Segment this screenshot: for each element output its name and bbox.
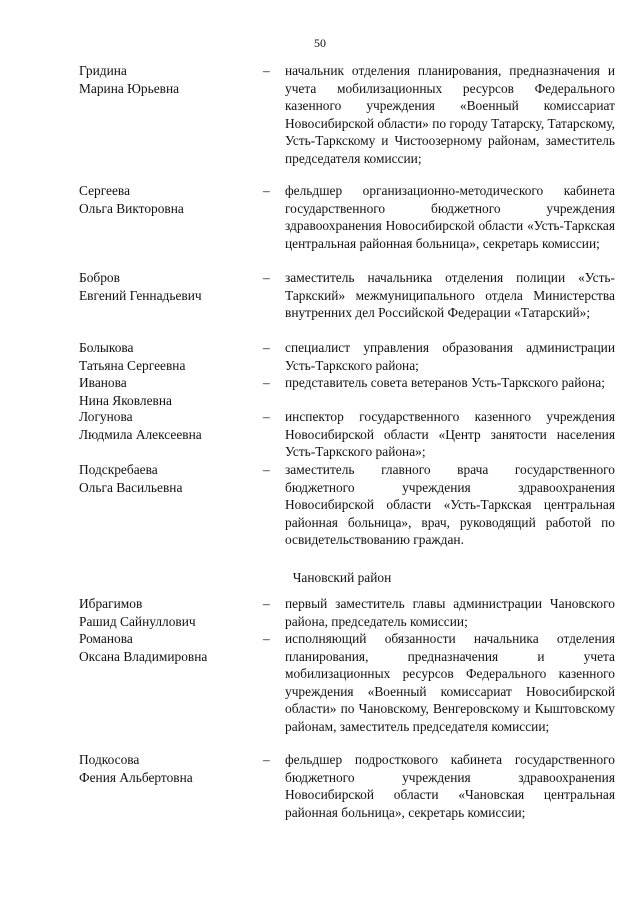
member-given-names: Фения Альбертовна [79,769,193,785]
separator-dash: – [263,340,270,355]
member-name [79,461,249,496]
member-surname: Бобров [79,270,120,285]
separator-dash: – [263,596,270,611]
member-name [79,269,249,304]
member-name [79,62,249,97]
member-surname: Подкосова [79,752,140,767]
member-role: инспектор государственного казенного учреждения Новосибирской области «Центр занятости населения Усть-Таркского района»; [285,409,615,459]
section-heading: Чановский район [292,570,392,585]
separator-dash: – [263,63,270,78]
member-role: исполняющий обязанности начальника отделения планирования, предназначения и учета мобилизационных ресурсов Федерального казенного учреждения «Военный комиссариат Новосибирской области» по Чановскому, Венгеровскому и Кыштовскому районам, заместитель председателя комиссии; [285,631,615,734]
member-surname: Гридина [79,63,127,78]
member-role: специалист управления образования администрации Усть-Таркского района; [285,340,615,373]
member-name [79,374,249,409]
separator-dash: – [263,183,270,198]
member-role: начальник отделения планирования, предназначения и учета мобилизационных ресурсов Федерального казенного учреждения «Военный комиссариат Новосибирской области» по городу Татарску, Татарскому, Усть-Таркскому и Чистоозерному районам, заместитель председателя комиссии; [285,63,616,166]
page-number: 50 [314,36,326,50]
separator-dash: – [263,375,270,390]
member-role: заместитель начальника отделения полиции «Усть-Таркский» межмуниципального отдела Министерства внутренних дел Российской Федерации «Татарский»; [285,270,615,320]
member-given-names: Татьяна Сергеевна [79,357,186,373]
member-given-names: Нина Яковлевна [79,392,172,408]
member-role: фельдшер подросткового кабинета государственного бюджетного учреждения здравоохранения Новосибирской области «Чановская центральная районная больница», секретарь комиссии; [285,752,615,820]
member-name [79,751,249,786]
member-surname: Логунова [79,409,133,424]
member-surname: Романова [79,631,133,646]
separator-dash: – [263,631,270,646]
member-surname: Иванова [79,375,127,390]
member-given-names: Марина Юрьевна [79,80,180,96]
member-given-names: Людмила Алексеевна [79,426,202,442]
member-name [79,630,249,665]
member-name [79,408,249,443]
member-surname: Ибрагимов [79,596,143,611]
member-given-names: Оксана Владимировна [79,648,208,664]
member-role: первый заместитель главы администрации Чановского района, председатель комиссии; [285,596,615,629]
member-given-names: Ольга Викторовна [79,200,184,216]
member-role: представитель совета ветеранов Усть-Таркского района; [285,375,605,390]
separator-dash: – [263,409,270,424]
separator-dash: – [263,752,270,767]
member-name [79,339,249,374]
separator-dash: – [263,270,270,285]
member-given-names: Ольга Васильевна [79,479,183,495]
member-role: фельдшер организационно-методического кабинета государственного бюджетного учреждения здравоохранения Новосибирской области «Усть-Таркская центральная районная больница», секретарь комиссии; [285,183,615,251]
member-role: заместитель главного врача государственного бюджетного учреждения здравоохранения Новосибирской области «Усть-Таркская центральная районная больница», врач, руководящий работой по освидетельствованию граждан. [285,462,615,547]
member-name [79,595,249,630]
member-name [79,182,249,217]
member-surname: Болыкова [79,340,134,355]
member-given-names: Евгений Геннадьевич [79,287,202,303]
member-surname: Подскребаева [79,462,158,477]
member-surname: Сергеева [79,183,131,198]
member-given-names: Рашид Сайнуллович [79,613,196,629]
separator-dash: – [263,462,270,477]
